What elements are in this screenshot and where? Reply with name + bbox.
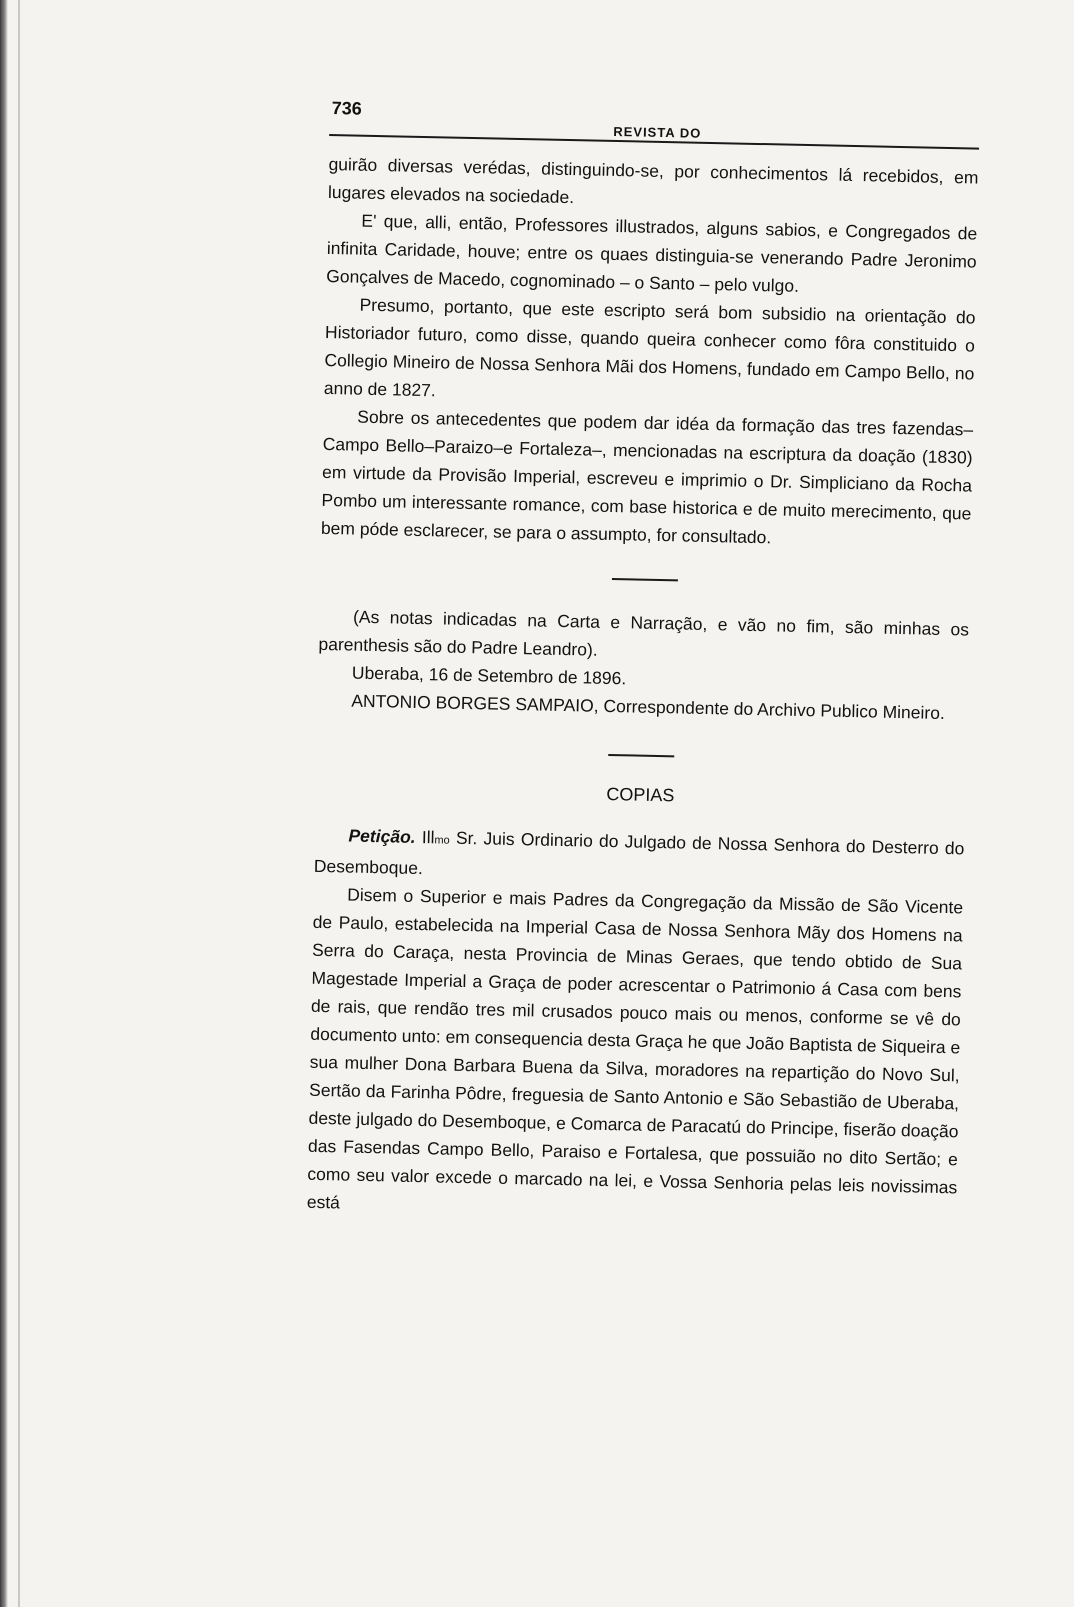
petition-label: Petição. bbox=[348, 825, 416, 847]
separator-rule-2 bbox=[608, 754, 674, 757]
petition-body: Disem o Superior e mais Padres da Congregação da Missão de São Vicente de Paulo, estabelecida na Imperial Casa de Nossa Senhora Mãy dos Homens na Serra do Caraça, nesta Provincia de Minas Geraes, que tendo obtido de Sua Magestade Imperial a Graça de poder acrescentar o Patrimonio á Casa com bens de rais, que rendão tres mil crusados pouco mais ou menos, conforme se vê do documento unto: em consequencia desta Graça he que João Baptista de Siqueira e sua mulher Dona Barbara Buena da Silva, moradores na repartição do Novo Sul, Sertão da Farinha Pôdre, freguesia de Santo Antonio e São Sebastião de Uberaba, deste julgado do Desemboque, e Comarca de Paracatú do Principe, fiserão doação das Fasendas Campo Bello, Paraiso e Fortalesa, que possuião no dito Sertão; e como seu valor excede o marcado na lei, e Vossa Senhoria pelas leis novissimas está bbox=[306, 884, 964, 1213]
separator-rule bbox=[612, 578, 678, 581]
signature: ANTONIO BORGES SAMPAIO, Correspondente do Archivo Publico Mineiro. bbox=[351, 690, 946, 724]
petition-addressee: Sr. Juis Ordinario do Julgado de Nossa Senhora do Desterro do Desemboque. bbox=[313, 827, 965, 879]
paragraph-2: E' que, alli, então, Professores illustrados, alguns sabios, e Congregados de infinita Caridade, houve; entre os quaes distinguia-se venerando Padre Jeronimo Gonçalves de Macedo, cognominado – o Santo – pelo vulgo. bbox=[326, 210, 978, 296]
paragraph-4: Sobre os antecedentes que podem dar idéa da formação das tres fazendas–Campo Bello–Paraizo–e Fortaleza–, mencionadas na escriptura da doação (1830) em virtude da Provisão Imperial, escreveu e imprimio o Dr. Simpliciano da Rocha Pombo um interessante romance, com base historica e de muito merecimento, que bem póde esclarecer, se para o assumpto, for consultado. bbox=[320, 406, 974, 548]
petition-salutation: Ill bbox=[421, 827, 435, 848]
note-paragraph: (As notas indicadas na Carta e Narração, e vão no fim, são minhas os parenthesis são do Padre Leandro). bbox=[318, 606, 970, 660]
paragraph-3: Presumo, portanto, que este escripto será bom subsidio na orientação do Historiador futuro, como disse, quando queira conhecer como fôra constituido o Collegio Mineiro de Nossa Senhora Mãi dos Homens, fundado em Campo Bello, no anno de 1827. bbox=[323, 294, 976, 401]
scan-edge bbox=[0, 0, 8, 1607]
petition-salutation-abbrev: mo bbox=[434, 834, 450, 847]
dateline: Uberaba, 16 de Setembro de 1896. bbox=[351, 662, 627, 689]
document-page bbox=[303, 96, 980, 1409]
paragraph-1: guirão diversas verédas, distinguindo-se, por conhecimentos lá recebidos, em lugares elevados na sociedade. bbox=[327, 153, 979, 208]
running-header bbox=[329, 96, 980, 148]
scan-edge-line bbox=[18, 0, 20, 1607]
page-number: 736 bbox=[331, 98, 362, 119]
running-title: REVISTA DO bbox=[613, 123, 702, 141]
section-title: COPIAS bbox=[606, 783, 675, 806]
